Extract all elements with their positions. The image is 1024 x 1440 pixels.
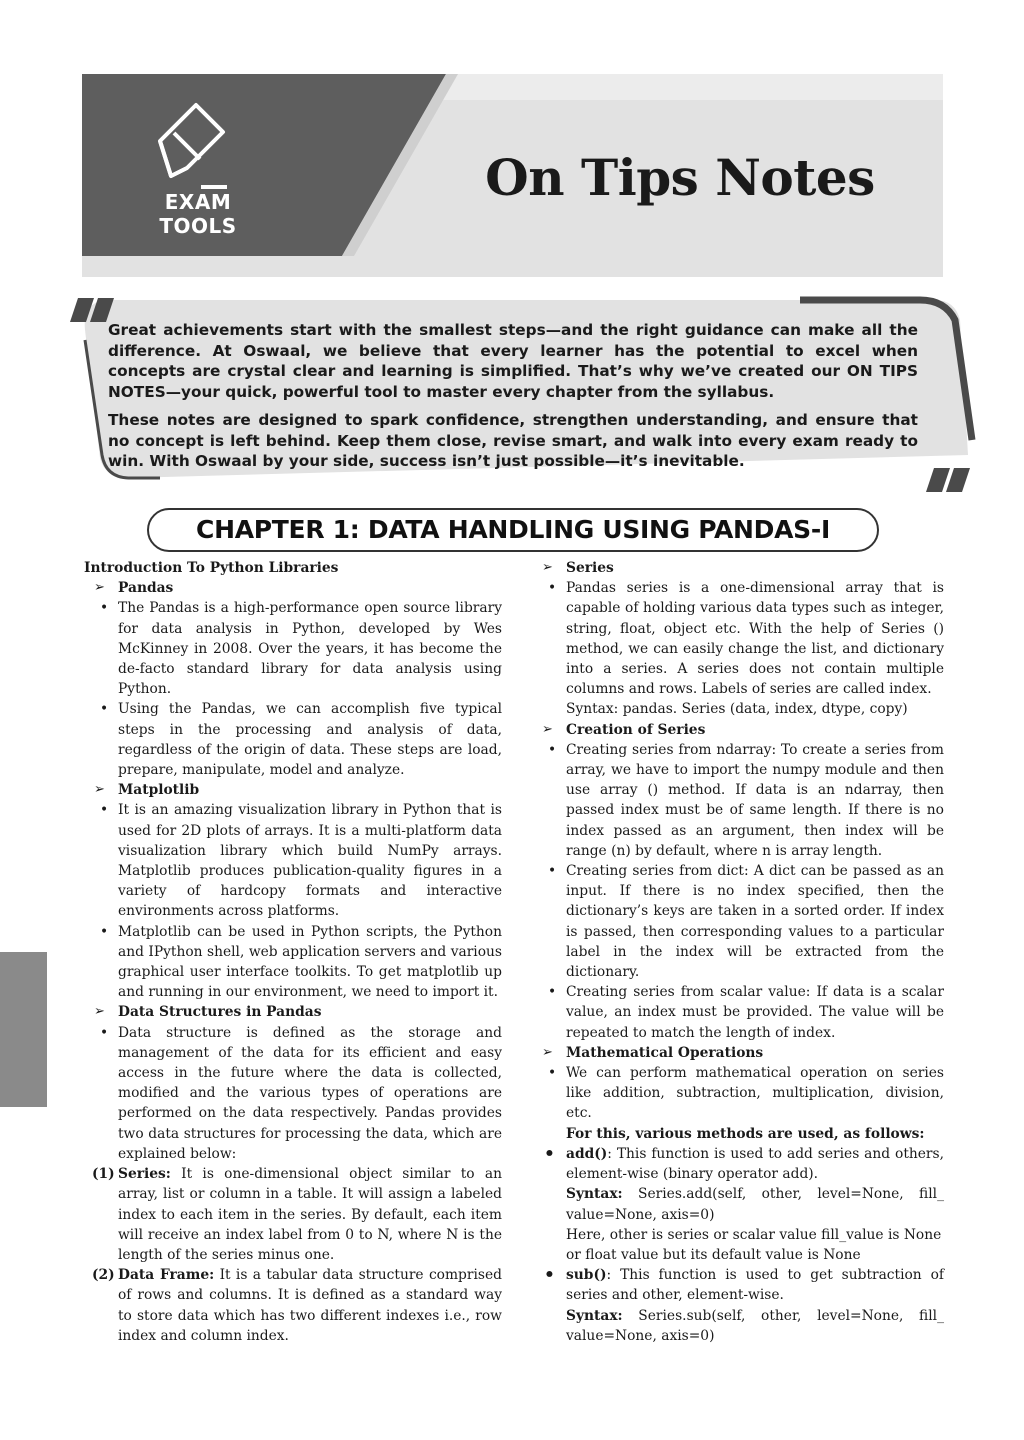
bullet-creation-3: • Creating series from scalar value: If data is a scalar value, an index must be provided. The value will be repeated to match the length of index. [532, 982, 944, 1043]
bullet-matplotlib-1: • It is an amazing visualization library in Python that is used for 2D plots of arrays. It is a multi-platform data visualization library which build NumPy arrays. Matplotlib produces publication-quality figures in a variety of hardcopy formats and interactive environments across platforms. [84, 800, 502, 921]
intro-text [108, 320, 918, 480]
method-sub-syntax-label: Syntax: [566, 1307, 623, 1324]
left-column [84, 558, 502, 1346]
method-add-text: : This function is used to add series and others, element-wise (binary operator add). [566, 1145, 944, 1183]
method-sub-text: : This function is used to get subtraction of series and other, element-wise. [566, 1267, 944, 1304]
numbered-item-series [84, 1164, 502, 1265]
method-sub-syntax-text: Series.sub(self, other, level=None, fill_ value=None, axis=0) [566, 1307, 944, 1344]
bullet-pandas-2: • Using the Pandas, we can accomplish five typical steps in the processing and analysis of data, regardless of the origin of data. These steps are load, prepare, manipulate, model and analyze. [84, 699, 502, 780]
numbered-text-series: It is one-dimensional object similar to an array, list or column in a table. It will assign a labeled index to each item in the series. By default, each item will receive an index label from 0 to N, where N is the length of the series minus one. [118, 1166, 502, 1263]
subheading-data-structures: ➢ Data Structures in Pandas [84, 1002, 502, 1022]
page-title: On Tips Notes [485, 148, 875, 207]
intro-paragraph-1: Great achievements start with the smallest steps—and the right guidance can make all the difference. At Oswaal, we believe that every learner has the potential to excel when concepts are crystal clear and learning is simplified. That’s why we’ve created our ON TIPS NOTES—your quick, powerful tool to master every chapter from the syllabus. [108, 321, 918, 401]
bullet-pandas-1: • The Pandas is a high-performance open source library for data analysis in Python, developed by Wes McKinney in 2008. Over the years, it has become the de-facto standard library for data analysis using Python. [84, 598, 502, 699]
bullet-data-structures-1: • Data structure is defined as the storage and management of the data for its efficient and easy access in the future where the data is collected, modified and the various types of operations are performed on the data respectively. Pandas provides two data structures for processing the data, which are explained below: [84, 1023, 502, 1164]
bullet-creation-2: • Creating series from dict: A dict can be passed as an input. If there is no index specified, then the dictionary’s keys are taken in a sorted order. If index is passed, then corresponding values to a particular label in the index will be extracted from the dictionary. [532, 861, 944, 982]
method-sub-syntax [532, 1306, 944, 1346]
numbered-label-2: (2) [92, 1267, 115, 1284]
method-sub [532, 1265, 944, 1305]
method-sub-name: sub() [566, 1267, 607, 1284]
subheading-pandas: ➢ Pandas [84, 578, 502, 598]
bullet-creation-1: • Creating series from ndarray: To create a series from array, we have to import the numpy module and then use array () method. If data is an ndarray, then passed index must be of same length. If there is no index passed as an argument, then index will be range (n) by default, where n is array length. [532, 740, 944, 861]
close-quote-icon [926, 468, 970, 492]
numbered-item-dataframe [84, 1265, 502, 1346]
series-syntax: Syntax: pandas. Series (data, index, dtype, copy) [566, 701, 908, 718]
method-add-syntax-label: Syntax: [566, 1186, 623, 1203]
right-column [532, 558, 944, 1346]
numbered-term-dataframe: Data Frame: [118, 1267, 215, 1284]
method-add-syntax [532, 1184, 944, 1224]
banner-stripe [405, 74, 943, 100]
methods-intro: For this, various methods are used, as follows: [566, 1125, 925, 1142]
badge-line-exam: EXAM [164, 190, 232, 214]
subheading-creation-of-series: ➢ Creation of Series [532, 720, 944, 740]
subheading-series: ➢ Series [532, 558, 944, 578]
subheading-mathematical-operations: ➢ Mathematical Operations [532, 1043, 944, 1063]
numbered-text-dataframe: It is a tabular data structure comprised of rows and columns. It is defined as a standard way to store data which has two different indexes i.e., row index and column index. [118, 1267, 502, 1344]
numbered-label-1: (1) [92, 1166, 115, 1183]
bullet-series-1: • Pandas series is a one-dimensional array that is capable of holding various data types such as integer, string, float, object etc. With the help of Series () method, we can easily change the list, and dictionary into a series. A series does not contain multiple columns and rows. Labels of series are called index. [532, 578, 944, 699]
subheading-matplotlib: ➢ Matplotlib [84, 780, 502, 800]
bullet-matplotlib-2: • Matplotlib can be used in Python scripts, the Python and IPython shell, web application servers and various graphical user interface toolkits. To get matplotlib up and running in our environment, we need to import it. [84, 922, 502, 1003]
badge-line-tools: TOOLS [159, 214, 237, 238]
method-add-name: add() [566, 1145, 608, 1162]
method-add-syntax-text: Series.add(self, other, level=None, fill_ value=None, axis=0) [566, 1186, 944, 1223]
chapter-heading: CHAPTER 1: DATA HANDLING USING PANDAS-I [147, 508, 879, 552]
side-tab [0, 952, 47, 1107]
bullet-math-1: • We can perform mathematical operation on series like addition, subtraction, multiplication, division, etc. [532, 1063, 944, 1124]
intro-paragraph-2: These notes are designed to spark confidence, strengthen understanding, and ensure that no concept is left behind. Keep them close, revise smart, and walk into every exam ready to win. With Oswaal by your side, success isn’t just possible—it’s inevitable. [108, 411, 918, 470]
section-heading-intro: Introduction To Python Libraries [84, 560, 339, 576]
method-add-note: Here, other is series or scalar value fill_value is None or float value but its default value is None [566, 1226, 942, 1263]
numbered-term-series: Series: [118, 1166, 171, 1183]
method-add [532, 1144, 944, 1184]
